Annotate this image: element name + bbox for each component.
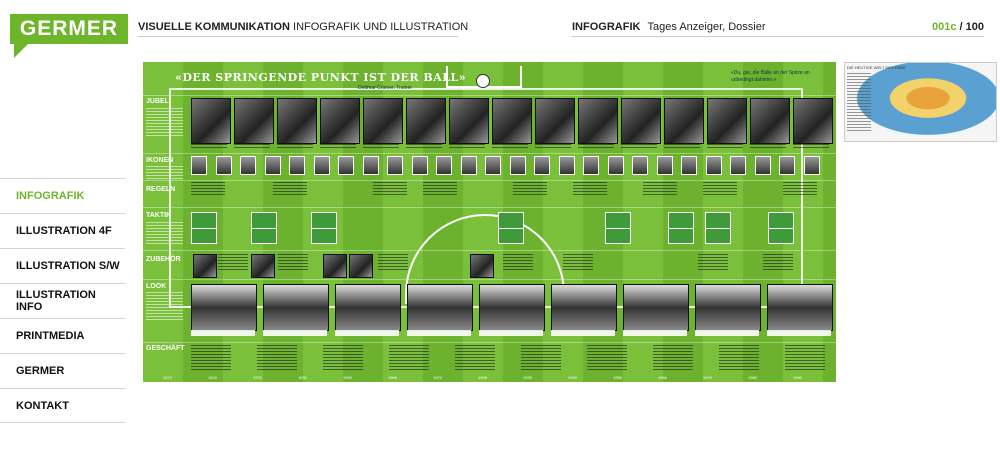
header-divider-right: [572, 36, 984, 37]
team-photo: [263, 284, 329, 331]
business-text: [521, 345, 561, 371]
team-photo: [407, 284, 473, 331]
row-intro-text: [146, 166, 183, 180]
equipment-text: [698, 254, 728, 270]
icon-portrait: [461, 156, 477, 175]
icon-portrait: [191, 156, 207, 175]
row-divider: [143, 180, 836, 181]
team-caption: [551, 330, 615, 336]
icon-portrait: [510, 156, 526, 175]
row-label-jubel: JUBEL: [146, 98, 169, 105]
poster-subtitle: Dettmar Cramer, Trainer: [358, 85, 412, 91]
icon-portrait: [657, 156, 673, 175]
year-tick: 1990: [793, 375, 802, 380]
photo-caption: [750, 144, 786, 150]
year-tick: 1960: [658, 375, 667, 380]
photo-caption: [578, 144, 614, 150]
logo-speech-tail: [14, 44, 28, 58]
business-text: [389, 345, 429, 371]
infographic-poster[interactable]: [143, 62, 836, 382]
row-divider: [143, 95, 836, 96]
row-intro-text: [146, 292, 183, 322]
jubel-photo: [449, 98, 489, 144]
nav-item-germer[interactable]: [0, 353, 125, 388]
icon-portrait: [608, 156, 624, 175]
football-icon: [476, 74, 490, 88]
equipment-text: [503, 254, 533, 270]
row-label-look: LOOK: [146, 283, 167, 290]
row-intro-text: [146, 108, 183, 136]
business-text: [455, 345, 495, 371]
icon-portrait: [289, 156, 305, 175]
year-tick: 1925: [478, 375, 487, 380]
tactic-pitch: [768, 212, 794, 244]
photo-caption: [277, 144, 313, 150]
row-divider: [143, 207, 836, 208]
brand-rest: INFOGRAFIK UND ILLUSTRATION: [293, 21, 469, 33]
year-tick: 1980: [748, 375, 757, 380]
logo[interactable]: [10, 14, 128, 44]
jubel-photo: [363, 98, 403, 144]
year-tick: 1974: [433, 375, 442, 380]
icon-portrait: [363, 156, 379, 175]
rule-text: [783, 182, 817, 196]
jubel-photo: [535, 98, 575, 144]
equipment-photo: [193, 254, 217, 278]
logo-text: GERMER: [19, 17, 119, 40]
equipment-photo: [349, 254, 373, 278]
rule-text: [643, 182, 677, 196]
business-text: [191, 345, 231, 371]
team-photo: [623, 284, 689, 331]
nav-item-label: ILLUSTRATION INFO: [16, 289, 96, 313]
team-caption: [695, 330, 759, 336]
nav-item-label: KONTAKT: [16, 399, 69, 412]
brand-header: [138, 21, 468, 33]
tactic-pitch: [668, 212, 694, 244]
icon-portrait: [338, 156, 354, 175]
row-divider: [143, 153, 836, 154]
jubel-photo: [234, 98, 274, 144]
nav-item-label: PRINTMEDIA: [16, 330, 85, 342]
jubel-photo: [750, 98, 790, 144]
rule-text: [373, 182, 407, 196]
row-label-geschaeft: GESCHÄFT: [146, 345, 185, 352]
jubel-photo: [492, 98, 532, 144]
row-label-taktik: TAKTIK: [146, 212, 172, 219]
icon-portrait: [314, 156, 330, 175]
jubel-photo: [320, 98, 360, 144]
team-photo: [695, 284, 761, 331]
team-caption: [407, 330, 471, 336]
rule-text: [573, 182, 607, 196]
equipment-text: [278, 254, 308, 270]
row-label-regeln: REGELN: [146, 186, 176, 193]
jubel-photo: [707, 98, 747, 144]
year-tick: 1930: [298, 375, 307, 380]
thumbnail-title: DIE HEUTIGE WELT DES ENDE: [847, 65, 906, 70]
jubel-photo: [621, 98, 661, 144]
photo-caption: [363, 144, 399, 150]
rule-text: [191, 182, 225, 196]
business-text: [257, 345, 297, 371]
year-tick: 1950: [343, 375, 352, 380]
team-photo: [479, 284, 545, 331]
team-photo: [551, 284, 617, 331]
icon-portrait: [632, 156, 648, 175]
tactic-pitch: [605, 212, 631, 244]
equipment-photo: [470, 254, 494, 278]
nav-item-label: GERMER: [16, 365, 65, 377]
photo-caption: [707, 144, 743, 150]
rule-text: [703, 182, 737, 196]
section-header: [572, 21, 766, 33]
icon-portrait: [387, 156, 403, 175]
row-intro-text: [146, 222, 183, 244]
tactic-pitch: [251, 212, 277, 244]
rule-text: [273, 182, 307, 196]
poster-quote: «Du, gar, die Bälle an der Spitze an unbedingt dahinter.»: [731, 70, 810, 83]
equipment-text: [378, 254, 408, 270]
jubel-photo: [664, 98, 704, 144]
year-tick: 1935: [523, 375, 532, 380]
nav-item-kontakt[interactable]: [0, 388, 125, 423]
rule-text: [423, 182, 457, 196]
icon-portrait: [216, 156, 232, 175]
icon-portrait: [755, 156, 771, 175]
nav-item-illustration-4f[interactable]: [0, 213, 125, 248]
year-tick: 1970: [703, 375, 712, 380]
section-rest: Tages Anzeiger, Dossier: [647, 21, 766, 33]
nav-item-illustration-info[interactable]: [0, 283, 125, 318]
nav-item-printmedia[interactable]: [0, 318, 125, 353]
counter-current: 001c: [931, 21, 957, 33]
team-caption: [191, 330, 255, 336]
year-tick: 1874: [163, 375, 172, 380]
icon-portrait: [412, 156, 428, 175]
icon-portrait: [804, 156, 820, 175]
photo-caption: [664, 144, 700, 150]
year-tick: 1940: [568, 375, 577, 380]
main-nav: [0, 178, 125, 423]
equipment-text: [763, 254, 793, 270]
tactic-pitch: [311, 212, 337, 244]
tactic-pitch: [191, 212, 217, 244]
year-tick: 1970: [253, 375, 262, 380]
counter-total: 100: [965, 21, 984, 33]
row-label-zubehoer: ZUBEHÖR: [146, 256, 181, 263]
photo-caption: [793, 144, 829, 150]
icon-portrait: [485, 156, 501, 175]
equipment-text: [218, 254, 248, 270]
nav-item-label: ILLUSTRATION S/W: [16, 260, 120, 272]
team-photo: [191, 284, 257, 331]
photo-caption: [406, 144, 442, 150]
year-tick: 1955: [613, 375, 622, 380]
business-text: [785, 345, 825, 371]
jubel-photo: [406, 98, 446, 144]
icon-portrait: [534, 156, 550, 175]
business-text: [323, 345, 363, 371]
jubel-photo: [578, 98, 618, 144]
infographic-thumbnail[interactable]: [844, 62, 997, 142]
counter-sep: /: [956, 21, 966, 33]
brand-bold: VISUELLE KOMMUNIKATION: [138, 21, 290, 33]
jubel-photo: [793, 98, 833, 144]
icon-portrait: [730, 156, 746, 175]
jubel-photo: [191, 98, 231, 144]
row-label-ikonen: IKONEN: [146, 157, 174, 164]
thumbnail-text-columns: [847, 73, 871, 133]
icon-portrait: [240, 156, 256, 175]
section-bold: INFOGRAFIK: [572, 21, 641, 33]
rule-text: [513, 182, 547, 196]
team-photo: [767, 284, 833, 331]
photo-caption: [234, 144, 270, 150]
row-divider: [143, 279, 836, 280]
business-text: [653, 345, 693, 371]
team-caption: [479, 330, 543, 336]
nav-item-illustration-sw[interactable]: [0, 248, 125, 283]
nav-item-label: INFOGRAFIK: [16, 190, 85, 202]
team-caption: [767, 330, 831, 336]
equipment-text: [563, 254, 593, 270]
icon-portrait: [779, 156, 795, 175]
icon-portrait: [265, 156, 281, 175]
photo-caption: [535, 144, 571, 150]
photo-caption: [492, 144, 528, 150]
icon-portrait: [559, 156, 575, 175]
year-tick: 1900: [208, 375, 217, 380]
team-caption: [623, 330, 687, 336]
icon-portrait: [706, 156, 722, 175]
photo-caption: [191, 144, 227, 150]
page-counter: [932, 21, 984, 33]
photo-caption: [320, 144, 356, 150]
business-text: [719, 345, 759, 371]
nav-item-infografik[interactable]: [0, 178, 125, 213]
year-tick: 1965: [388, 375, 397, 380]
nav-item-label: ILLUSTRATION 4F: [16, 225, 112, 237]
header-divider-left: [138, 36, 458, 37]
tactic-pitch: [705, 212, 731, 244]
icon-portrait: [436, 156, 452, 175]
row-divider: [143, 250, 836, 251]
team-caption: [335, 330, 399, 336]
poster-title: «DER SPRINGENDE PUNKT IST DER BALL»: [175, 71, 467, 84]
business-text: [587, 345, 627, 371]
year-axis: [143, 372, 836, 380]
jubel-photo: [277, 98, 317, 144]
icon-portrait: [583, 156, 599, 175]
tactic-pitch: [498, 212, 524, 244]
equipment-photo: [323, 254, 347, 278]
equipment-photo: [251, 254, 275, 278]
team-photo: [335, 284, 401, 331]
photo-caption: [621, 144, 657, 150]
icon-portrait: [681, 156, 697, 175]
team-caption: [263, 330, 327, 336]
photo-caption: [449, 144, 485, 150]
row-divider: [143, 342, 836, 343]
